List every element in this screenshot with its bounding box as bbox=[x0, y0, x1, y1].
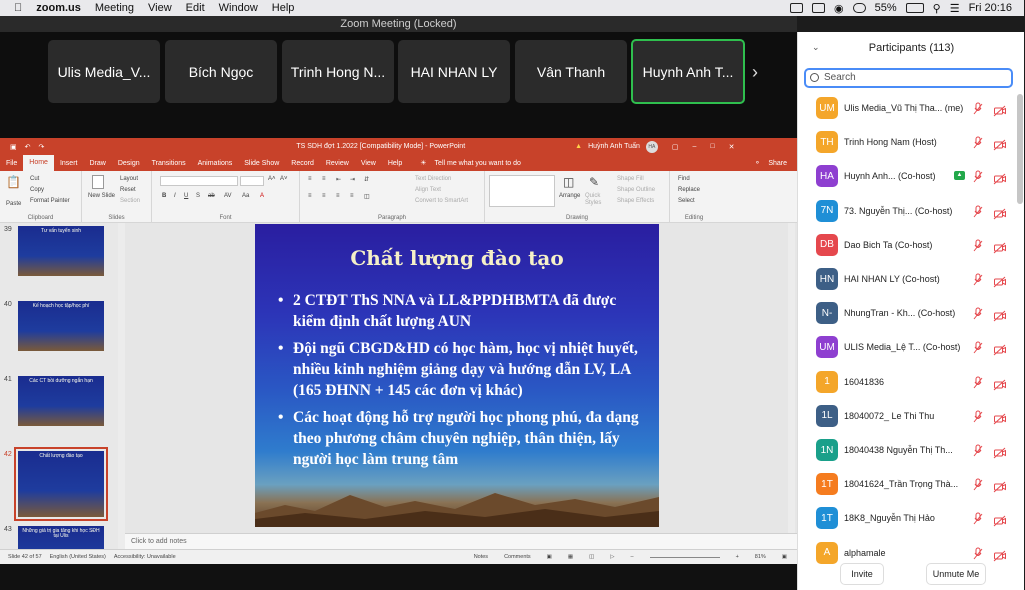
mic-muted-icon bbox=[974, 410, 982, 422]
video-off-icon bbox=[994, 171, 1006, 181]
italic-icon[interactable]: I bbox=[174, 193, 176, 199]
clipboard-group bbox=[0, 171, 82, 223]
avatar: TH bbox=[816, 131, 838, 153]
mic-muted-icon bbox=[974, 478, 982, 490]
avatar: HN bbox=[816, 268, 838, 290]
video-tile[interactable] bbox=[282, 40, 394, 103]
slide-editing-area bbox=[125, 223, 797, 533]
thumb-number: 42 bbox=[4, 451, 12, 458]
fit-slide-icon[interactable]: ▣ bbox=[781, 554, 787, 560]
mic-muted-icon bbox=[974, 341, 982, 353]
select-button[interactable]: Select bbox=[678, 198, 695, 204]
battery-icon[interactable] bbox=[906, 3, 924, 13]
ppt-save-icon[interactable]: ▣ bbox=[10, 143, 17, 151]
participant-row[interactable] bbox=[798, 502, 1016, 536]
menubar-clock[interactable]: Fri 20:16 bbox=[968, 2, 1012, 14]
shape-fill-button[interactable]: Shape Fill bbox=[617, 176, 644, 182]
lightbulb-icon: ☀ bbox=[420, 160, 427, 167]
thumbnails-scrollbar[interactable] bbox=[118, 223, 125, 549]
tell-me-search[interactable]: Tell me what you want to do bbox=[434, 159, 521, 167]
grow-font-icon[interactable]: A˄ bbox=[268, 176, 276, 182]
participant-row[interactable] bbox=[798, 229, 1016, 263]
font-group bbox=[152, 171, 300, 223]
language-indicator[interactable]: English (United States) bbox=[49, 554, 106, 560]
participant-row[interactable] bbox=[798, 160, 1016, 194]
invite-button[interactable]: Invite bbox=[840, 563, 884, 585]
current-slide[interactable] bbox=[255, 224, 659, 527]
video-tile-name: Vân Thanh bbox=[536, 63, 606, 80]
mic-muted-icon bbox=[974, 376, 982, 388]
columns-icon[interactable]: ◫ bbox=[364, 194, 370, 200]
video-off-icon bbox=[994, 308, 1006, 318]
thumbnail-title: Những giá trị gia tăng khi học SĐH tại Ulis bbox=[22, 528, 100, 539]
font-label: Font bbox=[219, 215, 232, 221]
participant-row[interactable] bbox=[798, 400, 1016, 434]
video-tile[interactable] bbox=[398, 40, 510, 103]
shapes-gallery[interactable] bbox=[489, 175, 555, 207]
avatar: 1N bbox=[816, 439, 838, 461]
paragraph-group bbox=[300, 171, 485, 223]
video-tile-name: Trinh Hong N... bbox=[290, 63, 386, 80]
macos-menubar bbox=[0, 0, 1024, 16]
ribbon-display-icon[interactable]: ▢ bbox=[671, 143, 679, 151]
participant-name: Dao Bich Ta (Co-host) bbox=[844, 239, 933, 250]
new-slide-button[interactable]: New Slide bbox=[88, 193, 116, 199]
slides-label: Slides bbox=[108, 215, 125, 221]
mic-muted-icon bbox=[974, 136, 982, 148]
tab-slide-show[interactable]: Slide Show bbox=[244, 159, 280, 167]
normal-view-icon[interactable]: ▣ bbox=[546, 554, 552, 560]
layout-button[interactable]: Layout bbox=[120, 176, 139, 182]
clipboard-label: Clipboard bbox=[27, 215, 54, 221]
participant-name: NhungTran - Kh... (Co-host) bbox=[844, 308, 956, 319]
warning-icon: ▲ bbox=[575, 143, 583, 150]
slideshow-icon[interactable]: ▷ bbox=[610, 554, 615, 560]
avatar: UM bbox=[816, 97, 838, 119]
font-color-icon[interactable]: A bbox=[260, 193, 265, 199]
wifi-icon[interactable]: ◉ bbox=[834, 2, 844, 15]
bold-icon[interactable]: B bbox=[162, 193, 167, 199]
mic-muted-icon bbox=[974, 444, 982, 456]
zoom-status-icon[interactable] bbox=[790, 3, 803, 13]
tab-help[interactable]: Help bbox=[387, 159, 403, 167]
ppt-undo-icon[interactable]: ↶ bbox=[24, 143, 31, 151]
video-tile-name: Huynh Anh T... bbox=[642, 63, 734, 80]
font-size-select[interactable] bbox=[240, 176, 264, 186]
participant-row[interactable] bbox=[798, 434, 1016, 468]
menu-window[interactable]: Window bbox=[210, 2, 250, 14]
comments-button[interactable]: Comments bbox=[504, 554, 531, 560]
align-center-icon[interactable]: ≡ bbox=[322, 193, 326, 199]
avatar: 1 bbox=[816, 371, 838, 393]
avatar: 1T bbox=[816, 473, 838, 495]
video-off-icon bbox=[994, 274, 1006, 284]
slide-thumbnail-selected[interactable] bbox=[18, 451, 104, 517]
video-off-icon bbox=[994, 240, 1006, 250]
tab-review[interactable]: Review bbox=[325, 159, 349, 167]
video-tile-active-speaker[interactable] bbox=[631, 39, 745, 104]
mic-muted-icon bbox=[974, 205, 982, 217]
avatar: 7N bbox=[816, 200, 838, 222]
quick-styles-icon: ✎ bbox=[589, 175, 600, 189]
mic-muted-icon bbox=[974, 307, 982, 319]
align-left-icon[interactable]: ≡ bbox=[308, 193, 312, 199]
menu-view[interactable]: View bbox=[139, 2, 164, 14]
tab-transitions[interactable]: Transitions bbox=[151, 159, 186, 167]
avatar: HA bbox=[816, 165, 838, 187]
text-direction-button[interactable]: Text Direction bbox=[415, 176, 452, 182]
participants-title: Participants (113) bbox=[868, 42, 955, 54]
decrease-indent-icon[interactable]: ⇤ bbox=[336, 177, 342, 183]
participant-name: 18K8_Nguyễn Thị Hảo bbox=[844, 513, 935, 524]
thumb-number: 41 bbox=[4, 376, 12, 383]
participants-panel bbox=[797, 32, 1024, 590]
zoom-slider[interactable] bbox=[650, 557, 720, 558]
thumbnail-title: Kế hoạch học tập/học phí bbox=[32, 303, 90, 309]
quick-styles-button[interactable]: Quick Styles bbox=[585, 193, 602, 206]
new-slide-icon bbox=[92, 175, 104, 189]
ppt-status-bar bbox=[0, 549, 797, 564]
align-right-icon[interactable]: ≡ bbox=[336, 193, 340, 199]
share-icon: ⚬ bbox=[754, 160, 761, 167]
video-off-icon bbox=[994, 342, 1006, 352]
notes-pane[interactable] bbox=[125, 533, 797, 549]
participant-name: 73. Nguyễn Thị... (Co-host) bbox=[844, 205, 953, 216]
participant-row[interactable] bbox=[798, 92, 1016, 126]
participant-row[interactable] bbox=[798, 126, 1016, 160]
ppt-titlebar bbox=[0, 138, 797, 155]
participant-name: 16041836 bbox=[844, 376, 885, 387]
video-off-icon bbox=[994, 479, 1006, 489]
mic-muted-icon bbox=[974, 547, 982, 559]
video-off-icon bbox=[994, 206, 1006, 216]
slide-thumbnail[interactable] bbox=[18, 301, 104, 351]
participant-name: HAI NHAN LY (Co-host) bbox=[844, 274, 940, 284]
participant-row[interactable] bbox=[798, 297, 1016, 331]
slide-bullet: • 2 CTĐT ThS NNA và LL&PPDHBMTA đã được kiểm định chất lượng AUN bbox=[293, 290, 643, 332]
notes-button[interactable]: Notes bbox=[473, 554, 489, 560]
mic-muted-icon bbox=[974, 273, 982, 285]
notes-placeholder: Click to add notes bbox=[131, 538, 187, 545]
participant-name: Ulis Media_Vũ Thị Tha... (me) bbox=[844, 103, 964, 113]
bullets-icon[interactable]: ≡ bbox=[308, 176, 312, 182]
participant-name: Trinh Hong Nam (Host) bbox=[844, 137, 937, 148]
participant-name: 18040072_ Le Thi Thu bbox=[844, 410, 935, 421]
thumbnail-title: Chất lượng đào tạo bbox=[39, 453, 83, 459]
arrange-icon: ◫ bbox=[563, 175, 575, 189]
mountains-decoration bbox=[255, 487, 659, 527]
participant-search-input[interactable] bbox=[804, 68, 1013, 88]
video-tile[interactable] bbox=[165, 40, 277, 103]
avatar: A bbox=[816, 542, 838, 564]
mic-muted-icon bbox=[974, 512, 982, 524]
mic-muted-icon bbox=[974, 239, 982, 251]
slide-bullets bbox=[293, 290, 643, 476]
format-painter-button[interactable]: Format Painter bbox=[30, 198, 70, 204]
video-tile[interactable] bbox=[515, 40, 627, 103]
arrange-button[interactable]: Arrange bbox=[559, 193, 581, 199]
strikethrough-icon[interactable]: ab bbox=[208, 193, 215, 199]
slide-thumbnail[interactable] bbox=[18, 376, 104, 426]
control-center-icon[interactable]: ☰ bbox=[949, 2, 960, 15]
video-off-icon bbox=[994, 445, 1006, 455]
search-icon bbox=[810, 73, 819, 82]
avatar: N- bbox=[816, 302, 838, 324]
ppt-ribbon bbox=[0, 171, 797, 223]
thumbnail-title: Các CT bồi dưỡng ngắn hạn bbox=[29, 378, 93, 384]
tab-design[interactable]: Design bbox=[117, 159, 140, 167]
ppt-user-name[interactable]: Huỳnh Anh Tuấn bbox=[588, 143, 640, 150]
slide-counter: Slide 42 of 57 bbox=[8, 554, 42, 560]
copy-button[interactable]: Copy bbox=[30, 187, 45, 193]
tab-home[interactable]: Home bbox=[23, 155, 54, 171]
thumb-number: 39 bbox=[4, 226, 12, 233]
char-spacing-icon[interactable]: AV bbox=[224, 193, 232, 199]
participants-header bbox=[798, 32, 1025, 64]
zoom-out-icon[interactable]: – bbox=[630, 554, 634, 560]
slide-thumbnail[interactable] bbox=[18, 226, 104, 276]
battery-percent[interactable]: 55% bbox=[874, 2, 897, 14]
shadow-icon[interactable]: S bbox=[196, 193, 201, 199]
tab-view[interactable]: View bbox=[360, 159, 376, 167]
screen-share-icon: ▲ bbox=[954, 171, 965, 180]
slides-group bbox=[82, 171, 152, 223]
avatar: DB bbox=[816, 234, 838, 256]
thumb-number: 43 bbox=[4, 526, 12, 533]
close-icon[interactable]: ✕ bbox=[728, 143, 735, 151]
underline-icon[interactable]: U bbox=[184, 193, 189, 199]
video-off-icon bbox=[994, 137, 1006, 147]
mic-muted-icon bbox=[974, 102, 982, 114]
participants-footer bbox=[798, 560, 1025, 590]
font-family-select[interactable] bbox=[160, 176, 238, 186]
participant-list-scrollbar[interactable] bbox=[1017, 94, 1023, 204]
ppt-ribbon-tabs bbox=[0, 155, 797, 171]
video-off-icon bbox=[994, 513, 1006, 523]
avatar: UM bbox=[816, 336, 838, 358]
video-off-icon bbox=[994, 411, 1006, 421]
window-titlebar bbox=[0, 16, 797, 32]
reset-button[interactable]: Reset bbox=[120, 187, 136, 193]
participant-name: ULIS Media_Lệ T... (Co-host) bbox=[844, 342, 961, 353]
participant-row[interactable] bbox=[798, 366, 1016, 400]
share-button[interactable]: Share bbox=[768, 159, 787, 167]
slide-thumbnails-pane bbox=[0, 223, 125, 549]
tab-file[interactable]: File bbox=[6, 159, 18, 167]
apple-icon[interactable] bbox=[14, 2, 22, 14]
mic-muted-icon bbox=[974, 170, 982, 182]
accessibility-status[interactable]: Accessibility: Unavailable bbox=[113, 554, 176, 560]
thumb-number: 40 bbox=[4, 301, 12, 308]
participant-list bbox=[798, 92, 1016, 559]
editing-label: Editing bbox=[684, 215, 704, 221]
tab-record[interactable]: Record bbox=[291, 159, 314, 167]
cut-button[interactable]: Cut bbox=[30, 176, 40, 182]
drawing-group bbox=[485, 171, 670, 223]
shared-screen bbox=[0, 138, 797, 564]
window-title: Zoom Meeting (Locked) bbox=[340, 18, 457, 30]
menu-edit[interactable]: Edit bbox=[177, 2, 197, 14]
search-placeholder: Search bbox=[824, 72, 856, 83]
video-tile[interactable] bbox=[48, 40, 160, 103]
participant-name: 18041624_Trần Trọng Thà... bbox=[844, 479, 959, 490]
ppt-redo-icon[interactable]: ↷ bbox=[38, 143, 45, 151]
thumbnail-title: Tư vấn tuyển sinh bbox=[40, 228, 82, 234]
tab-insert[interactable]: Insert bbox=[59, 159, 78, 167]
section-button[interactable]: Section bbox=[120, 198, 141, 204]
convert-smartart-button[interactable]: Convert to SmartArt bbox=[415, 198, 469, 204]
shrink-font-icon[interactable]: A˅ bbox=[280, 176, 288, 182]
video-tile-name: HAI NHAN LY bbox=[410, 63, 498, 80]
zoom-in-icon[interactable]: + bbox=[735, 554, 739, 560]
ppt-doc-title: TS SDH đợt 1.2022 [Compatibility Mode] - PowerPoint bbox=[296, 143, 466, 150]
video-tile-name: Bích Ngọc bbox=[188, 63, 254, 80]
slide-bullet: • Đội ngũ CBGD&HD có học hàm, học vị nhiệt huyết, nhiều kinh nghiệm giảng dạy và hướng dẫn LV, LA (165 ĐHNN + 145 các đơn vị khác) bbox=[293, 338, 643, 401]
ppt-user-avatar[interactable]: HA bbox=[646, 141, 658, 153]
screen-share-status-icon[interactable] bbox=[812, 3, 825, 13]
editing-group bbox=[670, 171, 718, 223]
numbering-icon[interactable]: ≡ bbox=[322, 176, 326, 182]
menu-app-name[interactable]: zoom.us bbox=[28, 2, 73, 14]
menu-meeting[interactable]: Meeting bbox=[86, 2, 126, 14]
slide-title: Chất lượng đào tạo bbox=[350, 246, 564, 270]
increase-indent-icon[interactable]: ⇥ bbox=[350, 177, 356, 183]
line-spacing-icon[interactable]: ⇵ bbox=[364, 177, 370, 183]
slide-scrollbar[interactable] bbox=[788, 223, 795, 533]
participant-name: 18040438 Nguyễn Thị Th... bbox=[844, 445, 953, 455]
video-strip bbox=[0, 32, 797, 138]
change-case-icon[interactable]: Aa bbox=[242, 193, 250, 199]
slide-sorter-icon[interactable]: ▦ bbox=[567, 554, 574, 560]
paste-button[interactable]: Paste bbox=[6, 201, 22, 207]
chevron-down-icon[interactable]: ⌄ bbox=[812, 42, 820, 52]
participant-name: alphamale bbox=[844, 547, 886, 558]
paste-icon: 📋 bbox=[6, 175, 21, 189]
tab-draw[interactable]: Draw bbox=[89, 159, 106, 167]
unmute-me-button[interactable]: Unmute Me bbox=[926, 563, 986, 585]
volume-icon[interactable] bbox=[853, 3, 866, 13]
shape-effects-button[interactable]: Shape Effects bbox=[617, 198, 655, 204]
paragraph-label: Paragraph bbox=[377, 215, 407, 221]
search-spotlight-icon[interactable]: ⚲ bbox=[932, 2, 941, 15]
menu-help[interactable]: Help bbox=[263, 2, 287, 14]
align-text-button[interactable]: Align Text bbox=[415, 187, 441, 193]
video-off-icon bbox=[994, 377, 1006, 387]
participant-name: Huynh Anh... (Co-host) bbox=[844, 171, 936, 182]
zoom-bottom-bar bbox=[0, 564, 797, 590]
chevron-right-icon[interactable]: › bbox=[752, 62, 758, 82]
maximize-icon[interactable]: □ bbox=[710, 143, 715, 150]
video-tile-name: Ulis Media_V... bbox=[57, 63, 151, 80]
avatar: 1L bbox=[816, 405, 838, 427]
video-off-icon bbox=[994, 103, 1006, 113]
tab-animations[interactable]: Animations bbox=[197, 159, 233, 167]
participant-row[interactable] bbox=[798, 468, 1016, 502]
replace-button[interactable]: Replace bbox=[678, 187, 701, 193]
slide-bullet: • Các hoạt động hỗ trợ người học phong phú, đa dạng theo phương châm chuyên nghiệp, thân thiện, lấy người học làm trung tâm bbox=[293, 407, 643, 470]
participant-row[interactable] bbox=[798, 263, 1016, 297]
drawing-label: Drawing bbox=[565, 215, 588, 221]
reading-view-icon[interactable]: ◫ bbox=[589, 554, 595, 560]
minimize-icon[interactable]: – bbox=[692, 143, 697, 150]
avatar: 1T bbox=[816, 507, 838, 529]
participant-row[interactable] bbox=[798, 331, 1016, 365]
participant-row[interactable] bbox=[798, 195, 1016, 229]
justify-icon[interactable]: ≡ bbox=[350, 193, 354, 199]
find-button[interactable]: Find bbox=[678, 176, 690, 182]
video-off-icon bbox=[994, 548, 1006, 558]
shape-outline-button[interactable]: Shape Outline bbox=[617, 187, 656, 193]
zoom-level[interactable]: 81% bbox=[754, 554, 766, 560]
